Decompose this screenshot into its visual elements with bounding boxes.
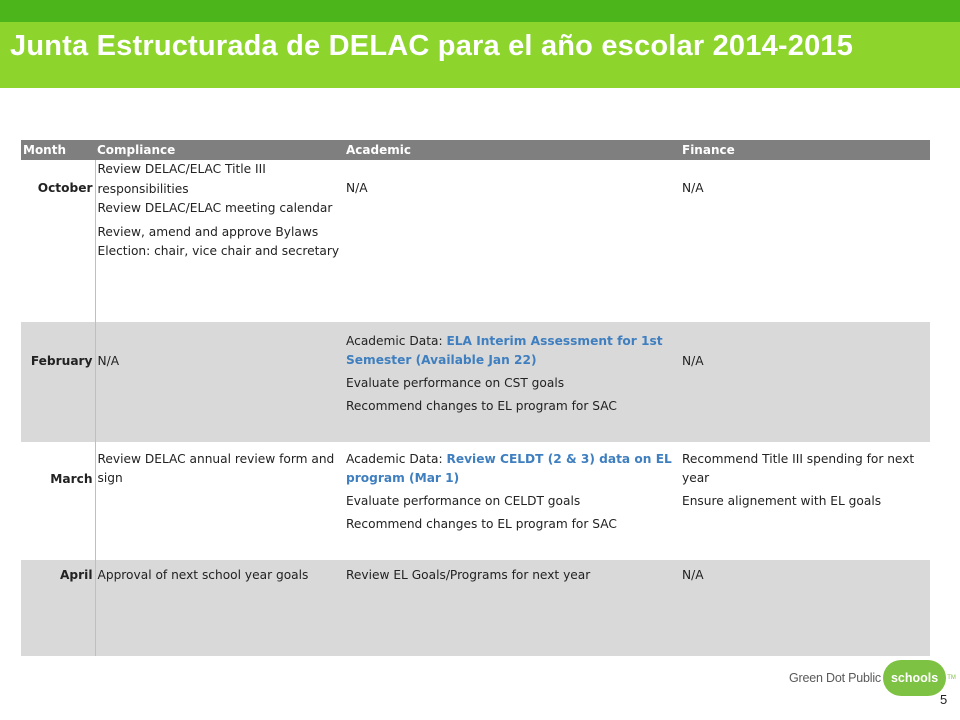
finance-cell xyxy=(680,160,930,322)
header-compliance: Compliance xyxy=(95,140,344,160)
page-number: 5 xyxy=(940,692,948,707)
compliance-cell xyxy=(95,560,344,656)
logo-pill-text: schools xyxy=(890,671,939,685)
academic-cell xyxy=(344,560,680,656)
logo-text: Green Dot Public xyxy=(789,671,881,685)
month-cell xyxy=(21,560,95,656)
header-academic: Academic xyxy=(344,140,680,160)
table-header-row xyxy=(21,140,930,160)
academic-item: Evaluate performance on CELDT goals xyxy=(346,494,581,508)
table-row xyxy=(21,560,930,656)
finance-item: Ensure alignement with EL goals xyxy=(682,494,882,508)
academic-data-prefix: Academic Data: xyxy=(346,334,447,348)
top-accent-bar xyxy=(0,0,960,22)
trademark-mark: TM xyxy=(947,675,956,681)
month-cell xyxy=(21,442,95,560)
academic-item: Evaluate performance on CST goals xyxy=(346,376,565,390)
page-title: Junta Estructurada de DELAC para el año escolar 2014-2015 xyxy=(10,30,854,62)
academic-item: N/A xyxy=(346,181,368,195)
table-row xyxy=(21,442,930,560)
academic-data-link[interactable]: Review CELDT (2 & 3) data on EL program (Mar 1) xyxy=(346,452,672,485)
compliance-item: N/A xyxy=(97,354,120,368)
academic-cell xyxy=(344,442,680,560)
compliance-item: Review DELAC/ELAC meeting calendar xyxy=(97,201,333,215)
delac-schedule-table xyxy=(21,140,931,656)
table-row xyxy=(21,160,930,322)
month-label: February xyxy=(30,354,93,368)
month-label: October xyxy=(37,181,93,195)
compliance-item: Review DELAC/ELAC Title III responsibilities xyxy=(97,162,266,196)
academic-item xyxy=(346,332,678,370)
academic-item: Review EL Goals/Programs for next year xyxy=(346,568,591,582)
academic-cell xyxy=(344,322,680,442)
header-month: Month xyxy=(21,140,95,160)
academic-item xyxy=(346,450,678,488)
header-finance: Finance xyxy=(680,140,930,160)
academic-item: Recommend changes to EL program for SAC xyxy=(346,517,617,531)
logo-pill xyxy=(883,660,946,696)
compliance-cell xyxy=(95,160,344,322)
academic-data-link[interactable]: ELA Interim Assessment for 1st Semester (Available Jan 22) xyxy=(346,334,663,367)
finance-item: N/A xyxy=(682,568,704,582)
finance-item: N/A xyxy=(682,354,704,368)
compliance-item: Election: chair, vice chair and secretary xyxy=(97,244,340,258)
table-row xyxy=(21,322,930,442)
finance-cell xyxy=(680,322,930,442)
academic-data-prefix: Academic Data: xyxy=(346,452,447,466)
compliance-cell xyxy=(95,442,344,560)
academic-item: Recommend changes to EL program for SAC xyxy=(346,399,617,413)
month-label: April xyxy=(59,568,93,582)
compliance-item: Approval of next school year goals xyxy=(97,568,309,582)
month-cell xyxy=(21,322,95,442)
compliance-item: Review, amend and approve Bylaws xyxy=(97,224,319,239)
finance-cell xyxy=(680,442,930,560)
finance-cell xyxy=(680,560,930,656)
compliance-cell xyxy=(95,322,344,442)
finance-item: N/A xyxy=(682,181,704,195)
month-cell xyxy=(21,160,95,322)
month-label: March xyxy=(50,472,93,486)
academic-cell xyxy=(344,160,680,322)
finance-item: Recommend Title III spending for next year xyxy=(682,452,915,485)
compliance-item: Review DELAC annual review form and sign xyxy=(97,452,335,485)
green-dot-logo xyxy=(789,660,956,696)
